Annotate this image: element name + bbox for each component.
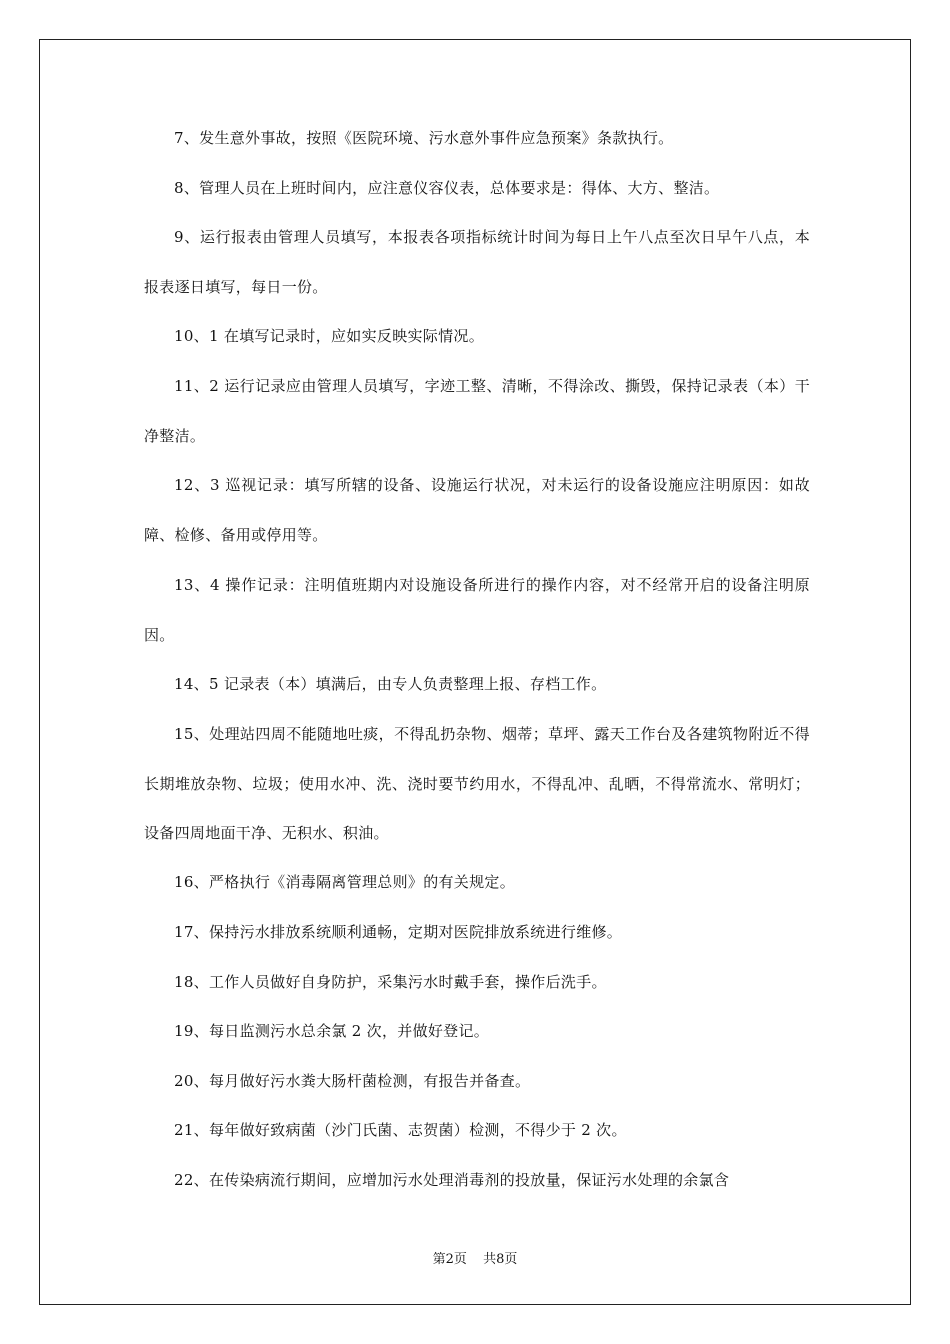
- paragraph-9: 9、运行报表由管理人员填写，本报表各项指标统计时间为每日上午八点至次日早午八点，本报表逐日填写，每日一份。: [144, 228, 810, 296]
- page-number: 第2页: [432, 1252, 467, 1267]
- paragraph-22: 22、在传染病流行期间，应增加污水处理消毒剂的投放量，保证污水处理的余氯含: [174, 1171, 730, 1189]
- paragraph-15: 15、处理站四周不能随地吐痰，不得乱扔杂物、烟蒂；草坪、露天工作台及各建筑物附近不得长期堆放杂物、垃圾；使用水冲、洗、浇时要节约用水，不得乱冲、乱晒，不得常流水、常明灯；设备四周地面干净、无积水、积油。: [144, 725, 810, 842]
- paragraph-8: 8、管理人员在上班时间内，应注意仪容仪表，总体要求是：得体、大方、整洁。: [174, 179, 720, 197]
- paragraph-14: 14、5 记录表（本）填满后，由专人负责整理上报、存档工作。: [174, 675, 607, 693]
- page-total: 共8页: [483, 1252, 518, 1267]
- paragraph-12: 12、3 巡视记录：填写所辖的设备、设施运行状况，对未运行的设备设施应注明原因：如故障、检修、备用或停用等。: [144, 476, 810, 544]
- paragraph-7: 7、发生意外事故，按照《医院环境、污水意外事件应急预案》条款执行。: [174, 129, 674, 147]
- paragraph-13: 13、4 操作记录：注明值班期内对设施设备所进行的操作内容，对不经常开启的设备注明原因。: [144, 576, 810, 644]
- paragraph-18: 18、工作人员做好自身防护，采集污水时戴手套，操作后洗手。: [174, 973, 607, 991]
- paragraph-11: 11、2 运行记录应由管理人员填写，字迹工整、清晰，不得涂改、撕毁，保持记录表（本）干净整洁。: [144, 377, 810, 445]
- page-footer: [0, 1248, 950, 1267]
- paragraph-10: 10、1 在填写记录时，应如实反映实际情况。: [174, 327, 485, 345]
- paragraph-21: 21、每年做好致病菌（沙门氏菌、志贺菌）检测，不得少于 2 次。: [174, 1121, 627, 1139]
- paragraph-20: 20、每月做好污水粪大肠杆菌检测，有报告并备查。: [174, 1072, 531, 1090]
- paragraph-17: 17、保持污水排放系统顺利通畅，定期对医院排放系统进行维修。: [174, 923, 623, 941]
- paragraph-19: 19、每日监测污水总余氯 2 次，并做好登记。: [174, 1022, 490, 1040]
- paragraph-16: 16、严格执行《消毒隔离管理总则》的有关规定。: [174, 873, 515, 891]
